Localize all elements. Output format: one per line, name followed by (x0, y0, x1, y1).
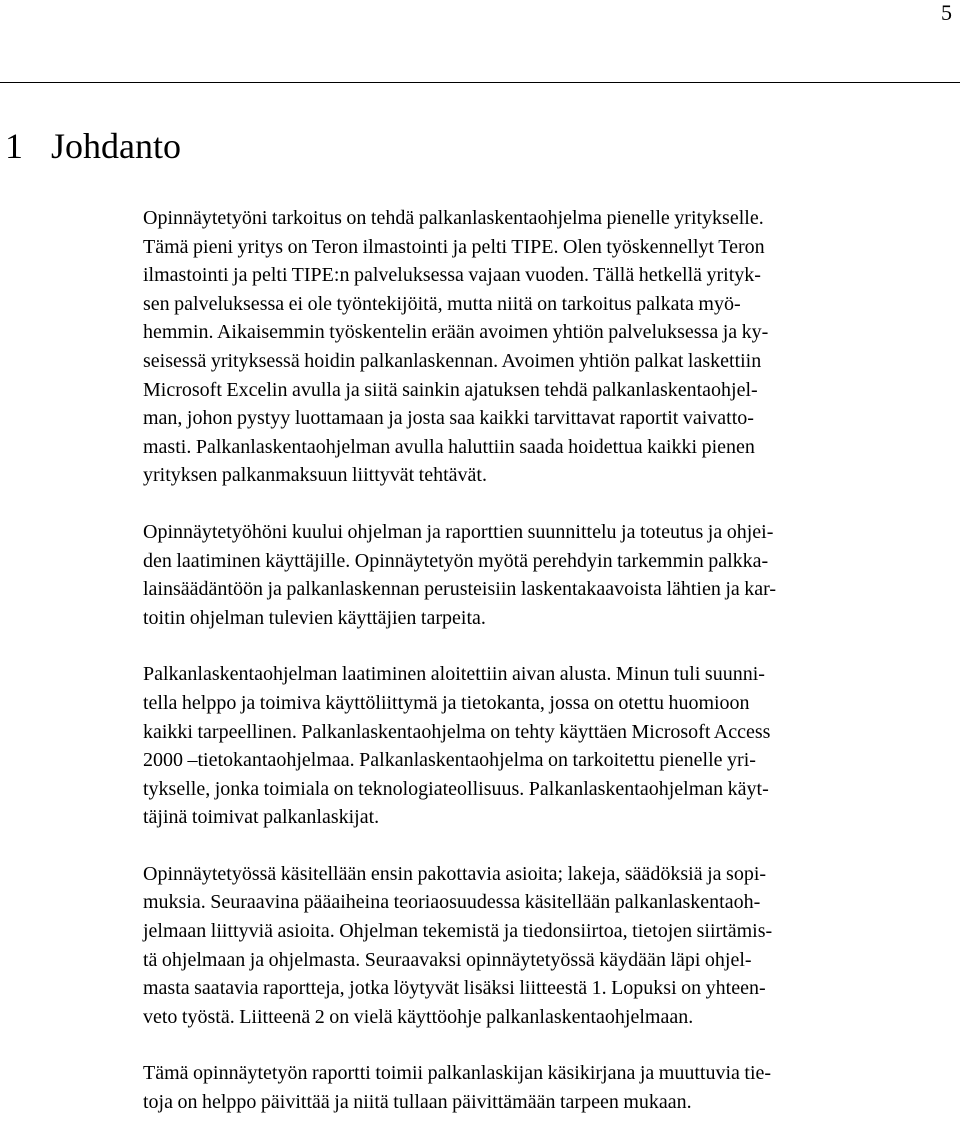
text-line: Opinnäytetyössä käsitellään ensin pakottavia asioita; lakeja, säädöksiä ja sopi- (143, 862, 767, 885)
text-line: Opinnäytetyöni tarkoitus on tehdä palkanlaskentaohjelma pienelle yritykselle. (143, 207, 764, 229)
paragraph (143, 518, 951, 632)
text-line: yrityksen palkanmaksuun liittyvät tehtävät. (143, 464, 487, 487)
text-line: toitin ohjelman tulevien käyttäjien tarpeita. (143, 606, 486, 629)
chapter-heading (5, 124, 181, 168)
text-line: Microsoft Excelin avulla ja siitä sainkin ajatuksen tehdä palkanlaskentaohjel- (143, 378, 758, 401)
text-line: 2000 –tietokantaohjelmaa. Palkanlaskentaohjelma on tarkoitettu pienelle yri- (143, 749, 756, 772)
text-line: den laatiminen käyttäjille. Opinnäytetyön myötä perehdyin tarkemmin palkka- (143, 549, 769, 572)
text-line: Palkanlaskentaohjelman laatiminen aloitettiin aivan alusta. Minun tuli suunni- (143, 663, 765, 686)
text-line: Tämä opinnäytetyön raportti toimii palkanlaskijan käsikirjana ja muuttuvia tie- (143, 1062, 772, 1085)
text-line: toja on helppo päivittää ja niitä tullaan päivittämään tarpeen mukaan. (143, 1091, 692, 1114)
text-line: täjinä toimivat palkanlaskijat. (143, 806, 380, 829)
text-line: seisessä yrityksessä hoidin palkanlaskennan. Avoimen yhtiön palkat laskettiin (143, 349, 762, 372)
page-number: 5 (941, 0, 952, 25)
text-line: tykselle, jonka toimiala on teknologiateollisuus. Palkanlaskentaohjelman käyt- (143, 777, 769, 800)
text-line: veto työstä. Liitteenä 2 on vielä käyttöohje palkanlaskentaohjelmaan. (143, 1005, 694, 1028)
chapter-title: Johdanto (51, 126, 181, 166)
paragraph (143, 860, 951, 1032)
chapter-number: 1 (5, 126, 23, 166)
text-line: kaikki tarpeellinen. Palkanlaskentaohjelma on tehty käyttäen Microsoft Access (143, 720, 771, 743)
text-line: masta saatavia raportteja, jotka löytyvät lisäksi liitteestä 1. Lopuksi on yhteen- (143, 977, 766, 1000)
text-line: masti. Palkanlaskentaohjelman avulla haluttiin saada hoidettua kaikki pienen (143, 435, 755, 458)
text-line: tella helppo ja toimiva käyttöliittymä ja tietokanta, jossa on otettu huomioon (143, 691, 750, 714)
text-line: muksia. Seuraavina pääaiheina teoriaosuudessa käsitellään palkanlaskentaoh- (143, 891, 761, 914)
paragraph (143, 204, 951, 490)
paragraph (143, 660, 951, 832)
header-divider (0, 82, 960, 83)
text-line: lainsäädäntöön ja palkanlaskennan perusteisiin laskentakaavoista lähtien ja kar- (143, 578, 777, 601)
paragraph (143, 1059, 951, 1116)
text-line: tä ohjelmaan ja ohjelmasta. Seuraavaksi opinnäytetyössä käydään läpi ohjel- (143, 948, 752, 971)
text-line: ilmastointi ja pelti TIPE:n palveluksessa vajaan vuoden. Tällä hetkellä yrityk- (143, 264, 761, 287)
text-line: Tämä pieni yritys on Teron ilmastointi ja pelti TIPE. Olen työskennellyt Teron (143, 235, 765, 258)
text-line: jelmaan liittyviä asioita. Ohjelman tekemistä ja tiedonsiirtoa, tietojen siirtämis- (143, 920, 773, 943)
text-line: hemmin. Aikaisemmin työskentelin erään avoimen yhtiön palveluksessa ja ky- (143, 321, 769, 344)
text-line: Opinnäytetyöhöni kuului ohjelman ja raporttien suunnittelu ja toteutus ja ohjei- (143, 520, 774, 543)
text-line: man, johon pystyy luottamaan ja josta saa kaikki tarvittavat raportit vaivatto- (143, 407, 754, 430)
body-text (143, 204, 951, 1145)
text-line: sen palveluksessa ei ole työntekijöitä, mutta niitä on tarkoitus palkata myö- (143, 292, 741, 315)
